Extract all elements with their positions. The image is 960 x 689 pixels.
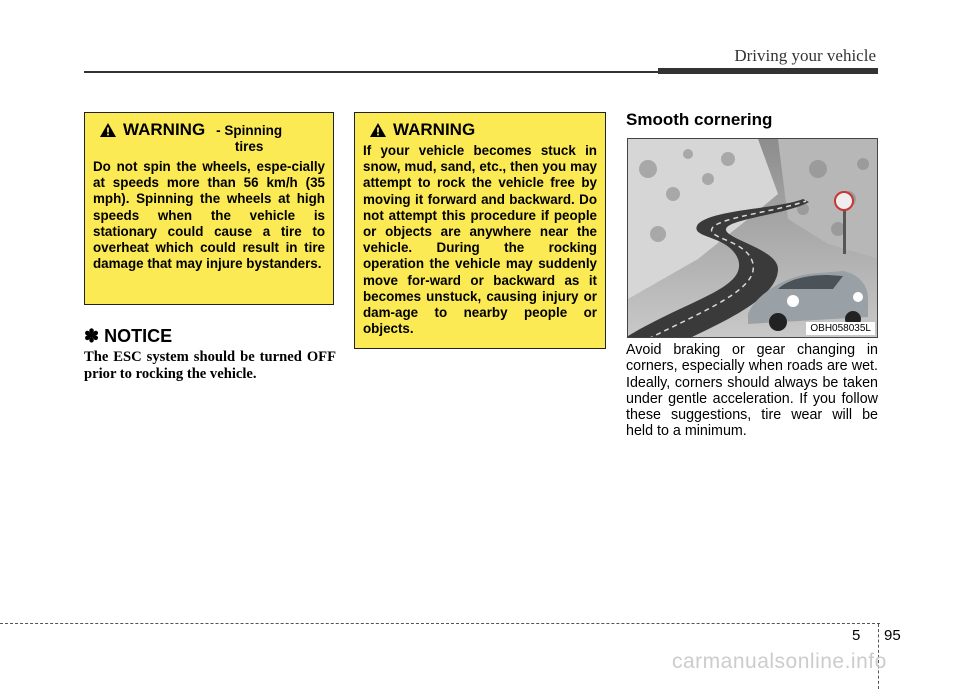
section-title: Driving your vehicle xyxy=(734,46,876,65)
road-scene-graphic xyxy=(628,139,878,338)
winding-road-illustration xyxy=(627,138,878,338)
watermark: carmanualsonline.info xyxy=(672,650,887,673)
header-bar xyxy=(658,68,878,74)
warning-triangle-icon xyxy=(369,122,387,138)
warning-triangle-icon xyxy=(99,122,117,138)
chapter-number: 5 xyxy=(852,627,861,644)
warning-heading xyxy=(369,121,597,139)
smooth-cornering-title: Smooth cornering xyxy=(626,110,773,129)
notice-body: The ESC system should be turned OFF prior to rocking the vehicle. xyxy=(84,349,336,382)
warning-subtitle: - Spinning tires xyxy=(216,123,283,154)
header-rule xyxy=(84,71,662,73)
page-number: 95 xyxy=(884,627,901,644)
notice-title: ✽ NOTICE xyxy=(84,326,173,346)
warning-heading xyxy=(99,121,325,155)
warning-box-spinning-tires xyxy=(84,112,334,305)
warning-body: If your vehicle becomes stuck in snow, mud, sand, etc., then you may attempt to rock the vehicle free by moving it forward and backward. Do not attempt this procedure if people or objects are anywhere near the vehicle. During the rocking operation the vehicle may suddenly move for-ward or backward as it becomes unstuck, causing injury or dam-age to nearby people or objects. xyxy=(363,143,597,337)
image-code: OBH058035L xyxy=(806,322,875,335)
warning-box-stuck-vehicle xyxy=(354,112,606,349)
smooth-cornering-body: Avoid braking or gear changing in corners, especially when roads are wet. Ideally, corners should always be taken under gentle acceleration. If you follow these suggestions, tire wear will be held to a minimum. xyxy=(626,342,878,440)
warning-label: WARNING xyxy=(393,120,476,139)
warning-label: WARNING xyxy=(123,120,206,139)
warning-body: Do not spin the wheels, espe-cially at speeds more than 56 km/h (35 mph). Spinning the wheels at high speeds when the vehicle is stationary could cause a tire to overheat which could result in tire damage that may injure bystanders. xyxy=(93,159,325,272)
footer-divider xyxy=(0,623,880,624)
